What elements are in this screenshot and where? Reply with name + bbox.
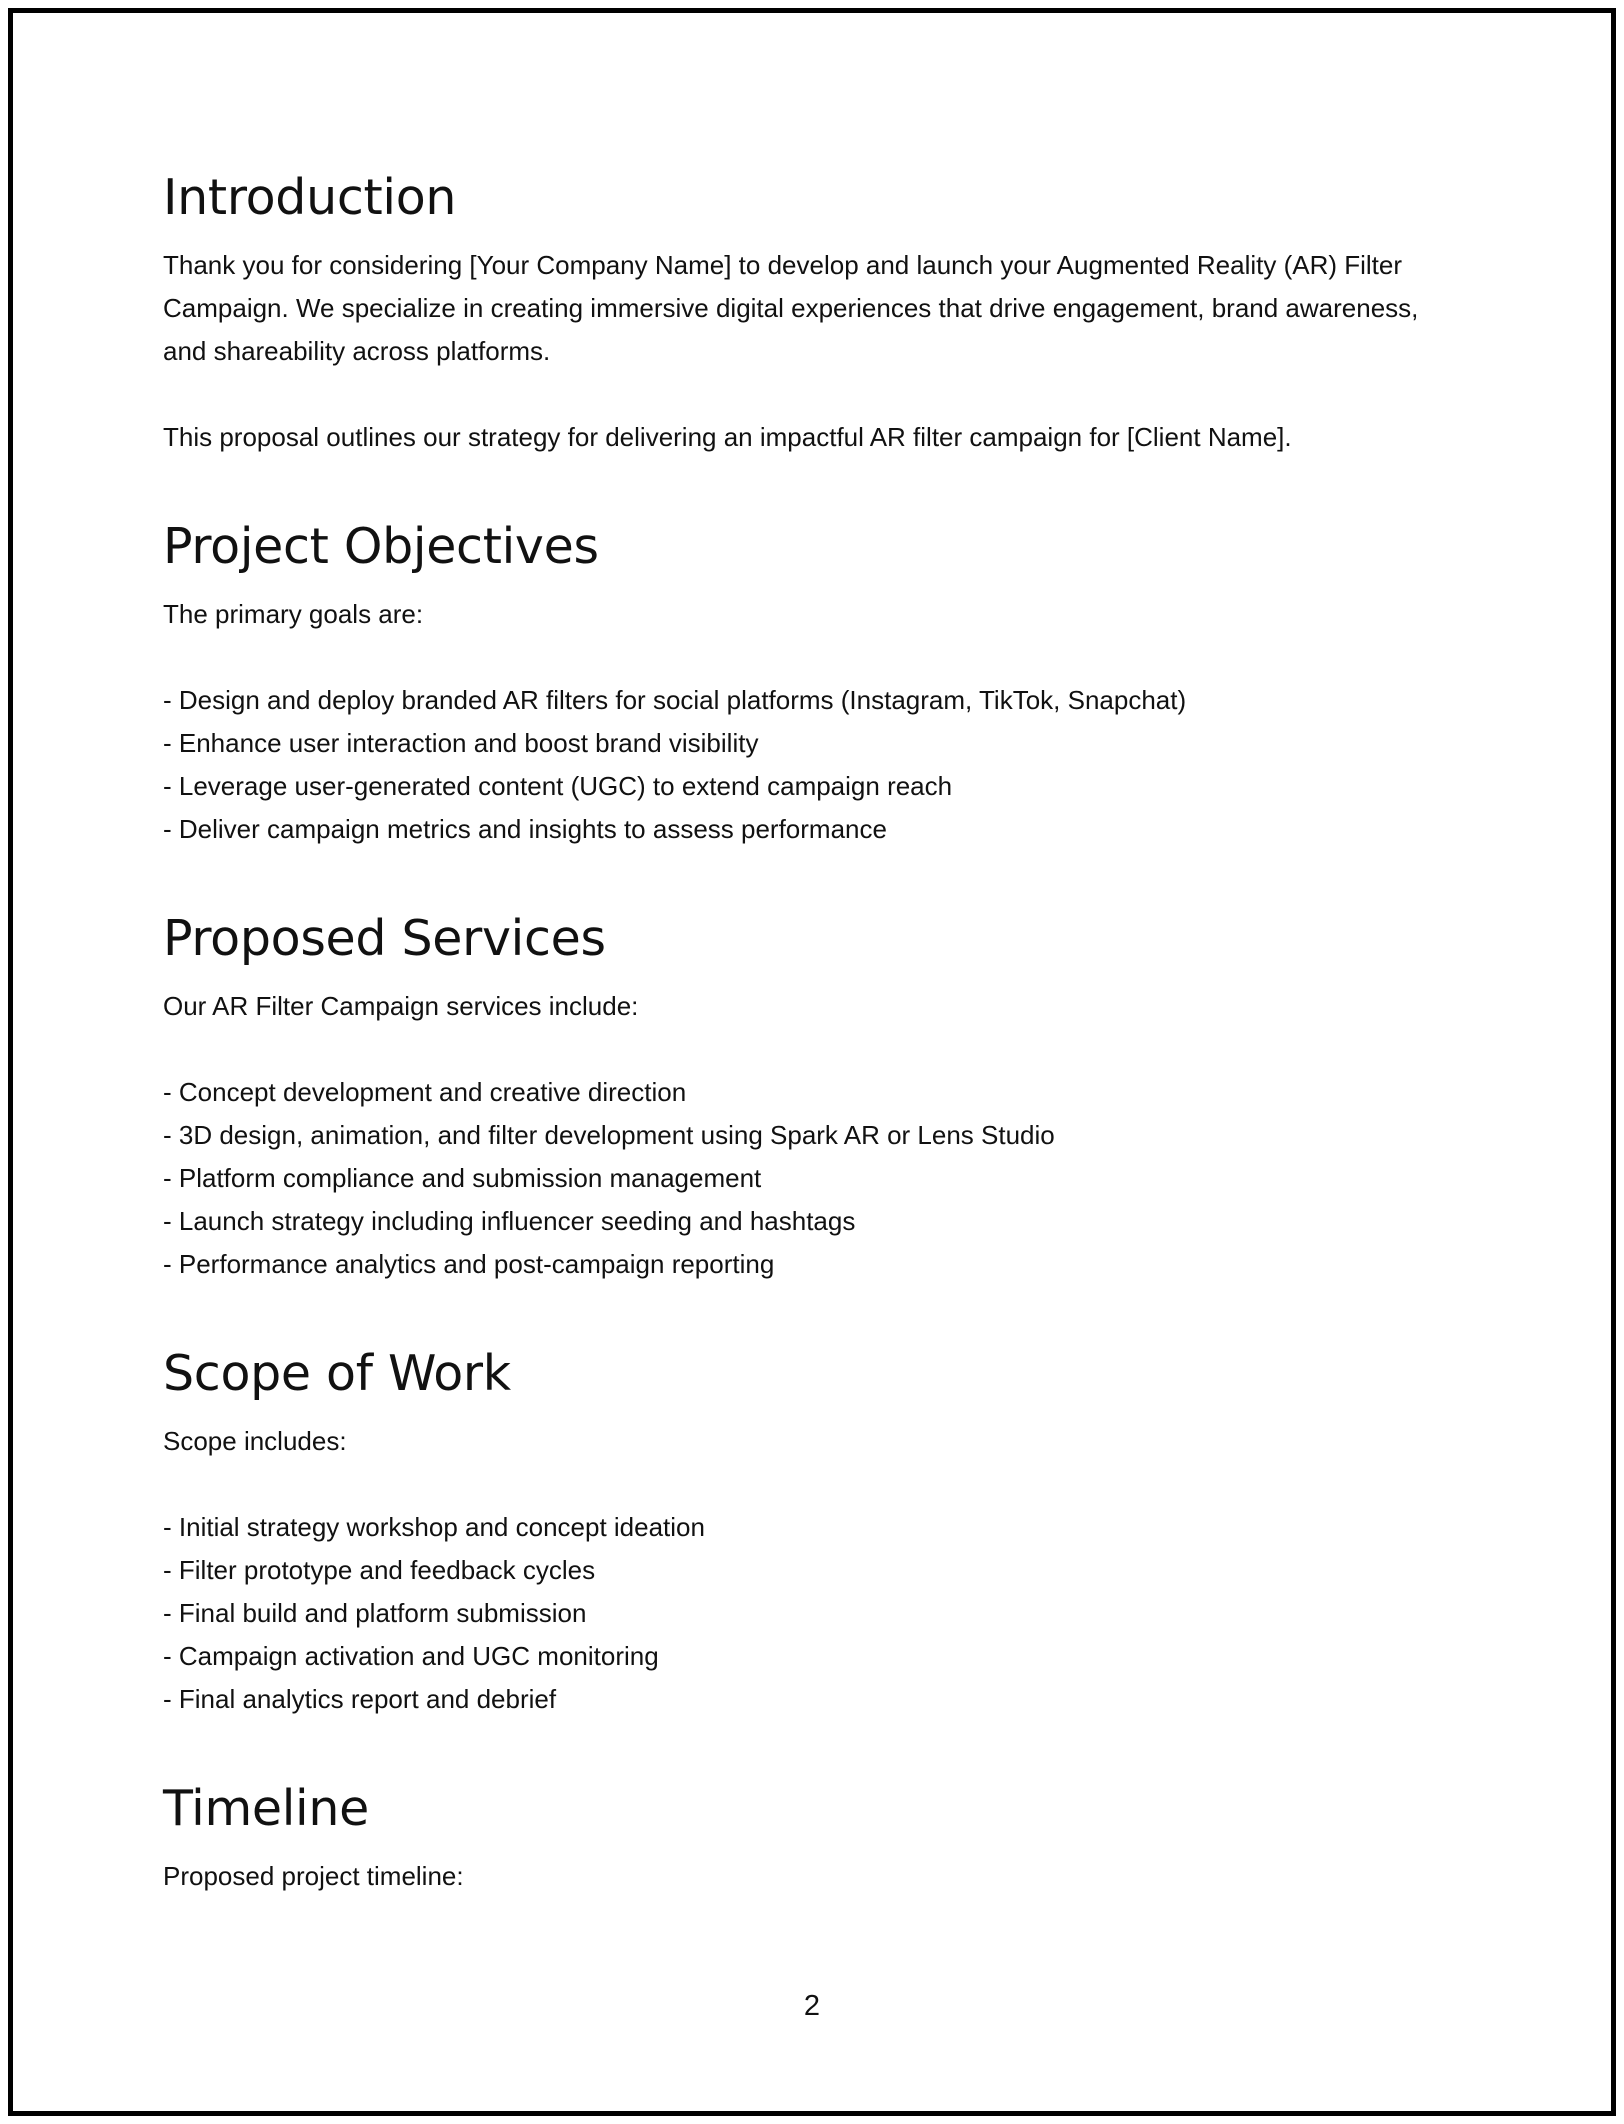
list-item: - Initial strategy workshop and concept ideation	[163, 1512, 705, 1542]
list-item: - Filter prototype and feedback cycles	[163, 1555, 596, 1585]
section-project-objectives	[163, 509, 1463, 851]
section-intro: The primary goals are:	[163, 599, 424, 629]
list-item: - Leverage user-generated content (UGC) to extend campaign reach	[163, 771, 953, 801]
bullet-list	[163, 1071, 1463, 1286]
section-intro: Scope includes:	[163, 1426, 347, 1456]
list-item: - Campaign activation and UGC monitoring	[163, 1641, 659, 1671]
section-heading: Project Objectives	[163, 518, 599, 575]
list-item: - Deliver campaign metrics and insights to assess performance	[163, 814, 887, 844]
list-item: - Final build and platform submission	[163, 1598, 587, 1628]
document-body	[163, 160, 1463, 1898]
section-heading: Proposed Services	[163, 910, 606, 967]
list-item: - 3D design, animation, and filter development using Spark AR or Lens Studio	[163, 1120, 1055, 1150]
paragraph: This proposal outlines our strategy for delivering an impactful AR filter campaign for [Client Name].	[163, 422, 1292, 452]
paragraph: Thank you for considering [Your Company Name] to develop and launch your Augmented Reality (AR) Filter Campaign. We specialize in creating immersive digital experiences that drive engagement, brand awareness, and shareability across platforms.	[163, 250, 1419, 366]
list-item: - Final analytics report and debrief	[163, 1684, 557, 1714]
bullet-list	[163, 679, 1463, 851]
list-item: - Launch strategy including influencer seeding and hashtags	[163, 1206, 856, 1236]
page-number: 2	[803, 1990, 821, 2022]
list-item: - Concept development and creative direction	[163, 1077, 687, 1107]
bullet-list	[163, 1506, 1463, 1721]
section-scope-of-work	[163, 1336, 1463, 1721]
section-heading: Timeline	[163, 1780, 369, 1837]
section-heading: Introduction	[163, 169, 457, 226]
list-item: - Enhance user interaction and boost brand visibility	[163, 728, 759, 758]
section-intro: Our AR Filter Campaign services include:	[163, 991, 639, 1021]
list-item: - Platform compliance and submission management	[163, 1163, 762, 1193]
section-timeline	[163, 1771, 1463, 1898]
section-proposed-services	[163, 901, 1463, 1286]
section-introduction	[163, 160, 1463, 459]
list-item: - Performance analytics and post-campaign reporting	[163, 1249, 775, 1279]
list-item: - Design and deploy branded AR filters for social platforms (Instagram, TikTok, Snapchat)	[163, 685, 1187, 715]
section-heading: Scope of Work	[163, 1345, 511, 1402]
section-intro: Proposed project timeline:	[163, 1861, 464, 1891]
